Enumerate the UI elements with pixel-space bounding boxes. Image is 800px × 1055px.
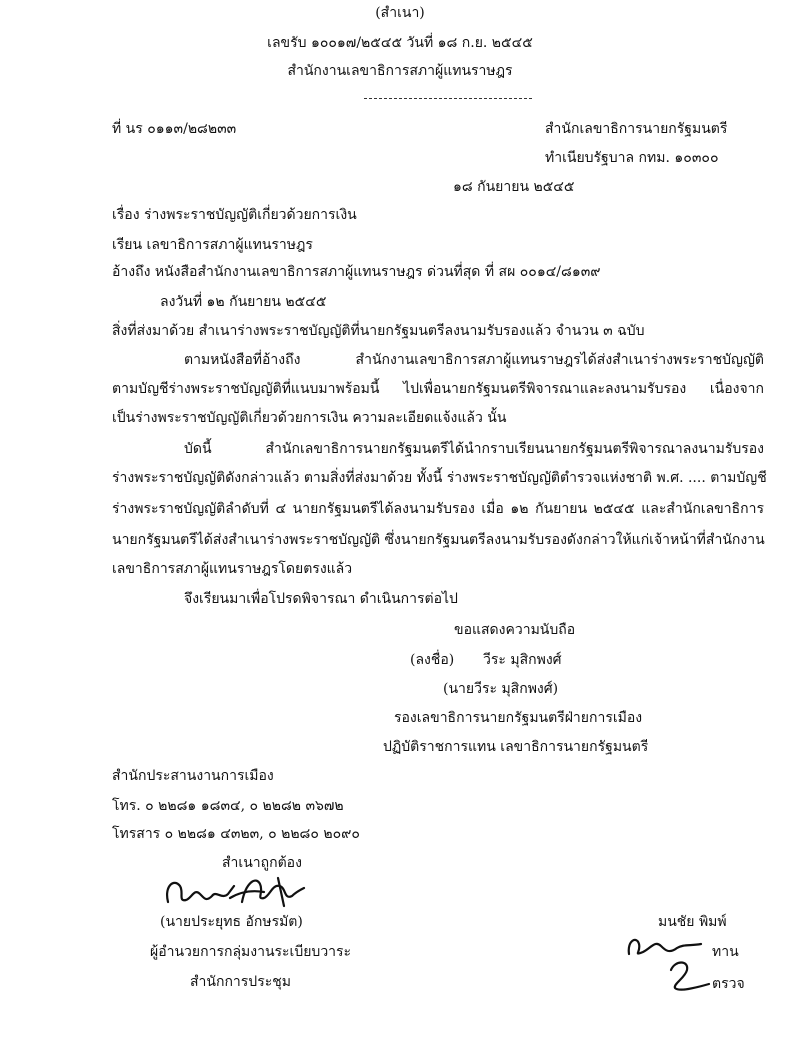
- header-divider: [364, 98, 532, 99]
- refers-to-line: อ้างถึง หนังสือสำนักงานเลขาธิการสภาผู้แทนราษฎร ด่วนที่สุด ที่ สผ ๐๐๑๔/๘๑๓๙: [112, 264, 601, 280]
- refers-to-date: ลงวันที่ ๑๒ กันยายน ๒๕๔๕: [160, 294, 327, 310]
- para2-line2: ร่างพระราชบัญญัติดังกล่าวแล้ว ตามสิ่งที่ส่งมาด้วย ทั้งนี้ ร่างพระราชบัญญัติตำรวจแห่งชาติ พ.ศ. .... ตามบัญชี: [112, 470, 767, 486]
- signed-label: (ลงชื่อ): [410, 652, 455, 668]
- checked-label: ตรวจ: [712, 976, 745, 992]
- copy-mark: (สำเนา): [375, 5, 425, 21]
- certifier-name: (นายประยุทธ อักษรมัต): [160, 914, 303, 930]
- signatory-position: รองเลขาธิการนายกรัฐมนตรีฝ่ายการเมือง: [394, 710, 643, 726]
- letter-date: ๑๘ กันยายน ๒๕๔๕: [453, 179, 575, 195]
- sender-office: สำนักเลขาธิการนายกรัฐมนตรี: [545, 121, 728, 137]
- para2-line3: ร่างพระราชบัญญัติลำดับที่ ๔ นายกรัฐมนตรีได้ลงนามรับรอง เมื่อ ๑๒ กันยายน ๒๕๔๕ และสำนักเลขาธิการ: [112, 501, 764, 517]
- subject-line: เรื่อง ร่างพระราชบัญญัติเกี่ยวด้วยการเงิน: [112, 207, 357, 223]
- closing-salutation: ขอแสดงความนับถือ: [454, 622, 576, 638]
- para3-line: จึงเรียนมาเพื่อโปรดพิจารณา ดำเนินการต่อไป: [184, 591, 458, 607]
- signed-name: วีระ มุสิกพงศ์: [483, 652, 562, 668]
- contact-office: สำนักประสานงานการเมือง: [112, 768, 274, 784]
- contact-phone: โทร. ๐ ๒๒๘๑ ๑๘๓๔, ๐ ๒๒๘๒ ๓๖๗๒: [112, 798, 344, 814]
- doc-number: ที่ นร ๐๑๑๓/๒๘๒๓๓: [112, 121, 237, 137]
- contact-fax: โทรสาร ๐ ๒๒๘๑ ๔๓๒๓, ๐ ๒๒๘๐ ๒๐๙๐: [112, 826, 360, 842]
- copied-label: ทาน: [712, 944, 739, 960]
- para1-line3: เป็นร่างพระราชบัญญัติเกี่ยวด้วยการเงิน ความละเอียดแจ้งแล้ว นั้น: [112, 410, 507, 426]
- sender-address: ทำเนียบรัฐบาล กทม. ๑๐๓๐๐: [545, 150, 719, 166]
- receiving-office: สำนักงานเลขาธิการสภาผู้แทนราษฎร: [287, 63, 513, 79]
- para2-line5: เลขาธิการสภาผู้แทนราษฎรโดยตรงแล้ว: [112, 561, 353, 577]
- para2-line4: นายกรัฐมนตรีได้ส่งสำเนาร่างพระราชบัญญัติ ซึ่งนายกรัฐมนตรีลงนามรับรองดังกล่าวให้แก่เจ้าหน้าที่สำนักงาน: [112, 532, 765, 548]
- para1-line1: ตามหนังสือที่อ้างถึง สำนักงานเลขาธิการสภาผู้แทนราษฎรได้ส่งสำเนาร่างพระราชบัญญัติ: [184, 352, 764, 368]
- certified-copy-label: สำเนาถูกต้อง: [222, 855, 302, 871]
- signatory-full-name: (นายวีระ มุสิกพงศ์): [443, 681, 559, 697]
- typed-by: มนชัย พิมพ์: [658, 914, 727, 930]
- recipient-line: เรียน เลขาธิการสภาผู้แทนราษฎร: [112, 237, 313, 253]
- certifier-position: ผู้อำนวยการกลุ่มงานระเบียบวาระ: [150, 944, 352, 960]
- receipt-line: เลขรับ ๑๐๐๑๗/๒๕๔๕ วันที่ ๑๘ ก.ย. ๒๕๔๕: [267, 35, 533, 51]
- copier-initials: [625, 932, 705, 960]
- para1-line2: ตามบัญชีร่างพระราชบัญญัติที่แนบมาพร้อมนี้ ไปเพื่อนายกรัฐมนตรีพิจารณาและลงนามรับรอง เนื่องจาก: [112, 381, 764, 397]
- para2-line1: บัดนี้ สำนักเลขาธิการนายกรัฐมนตรีได้นำกราบเรียนนายกรัฐมนตรีพิจารณาลงนามรับรอง: [184, 441, 764, 457]
- certifier-signature: [160, 872, 310, 912]
- certifier-office: สำนักการประชุม: [190, 974, 291, 990]
- enclosure-line: สิ่งที่ส่งมาด้วย สำเนาร่างพระราชบัญญัติที่นายกรัฐมนตรีลงนามรับรองแล้ว จำนวน ๓ ฉบับ: [112, 323, 645, 339]
- signatory-acting-position: ปฏิบัติราชการแทน เลขาธิการนายกรัฐมนตรี: [383, 739, 649, 755]
- checker-initials: [665, 958, 715, 994]
